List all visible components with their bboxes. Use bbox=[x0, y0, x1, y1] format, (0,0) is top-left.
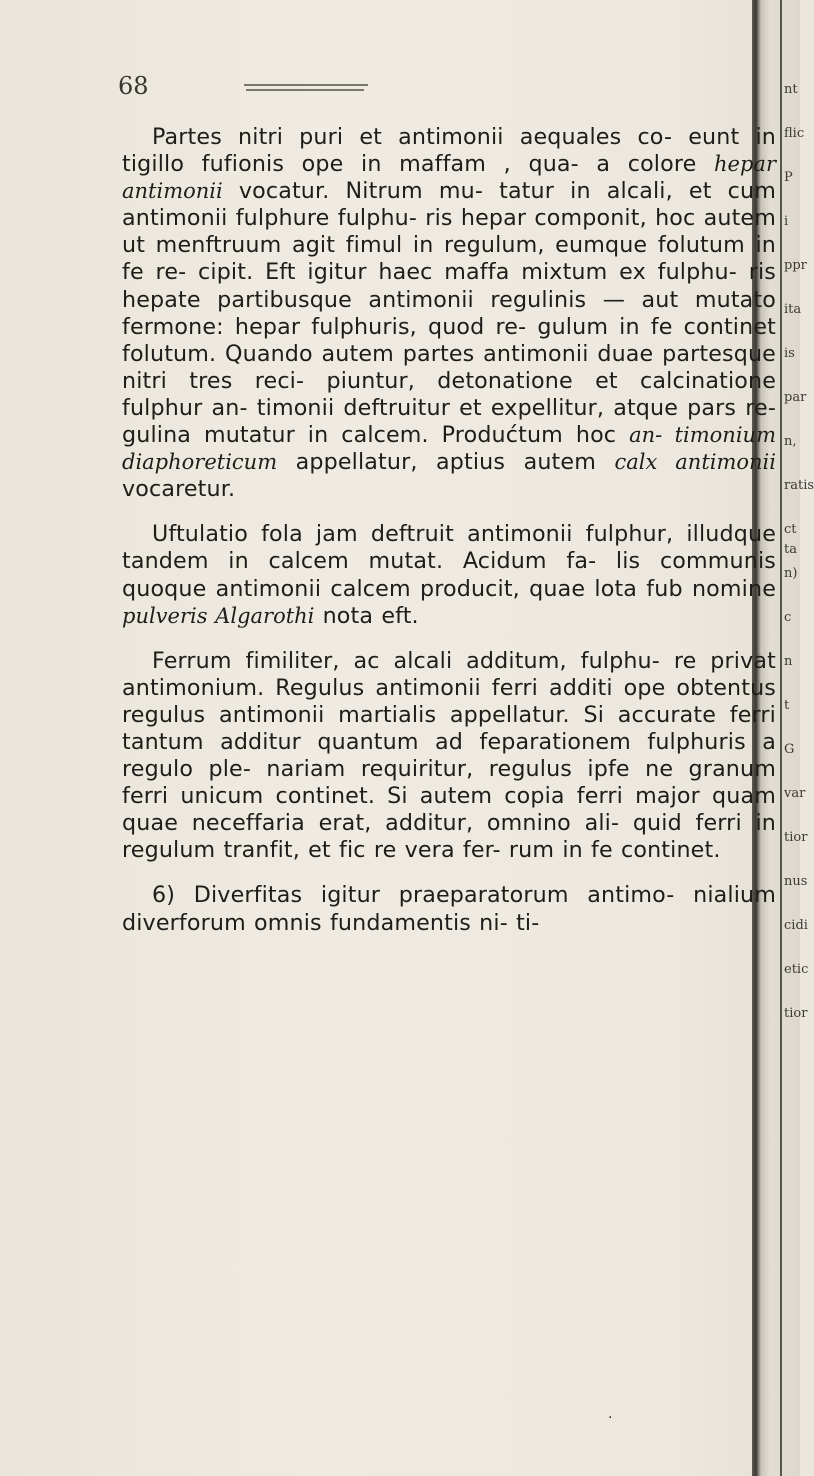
page-edge bbox=[780, 0, 782, 1476]
paragraph-3: Ferrum fimiliter, ac alcali additum, fulphu- re privat antimonium. Regulus antimonii ferri additi ope obtentus regulus antimonii martialis appellatur. Si accurate ferri tantum additur quantum ad feparationem fulphuris a regulo ple- nariam requiritur, regulus ipfe ne granum ferri unicum continet. Si autem copia ferri major quam quae neceffaria erat, additur, omnino ali- quid ferri in regulum tranfit, et fic re vera fer- rum in fe continet. bbox=[122, 647, 776, 864]
body-text bbox=[122, 124, 776, 937]
header-rule-2 bbox=[246, 89, 364, 91]
printer-mark: ⋅ bbox=[608, 1410, 613, 1426]
paragraph-4: 6) Diverfitas igitur praeparatorum antimo- nialium diverforum omnis fundamentis ni- ti- bbox=[122, 882, 776, 936]
paragraph-1: Partes nitri puri et antimonii aequales co- eunt in tigillo fufionis ope in maffam , qua- a colore hepar antimonii vocatur. Nitrum mu- tatur in alcali, et cum antimonii fulphure fulphu- ris hepar componit, hoc autem ut menftruum agit fimul in regulum, eumque folutum in fe re- cipit. Eft igitur haec maffa mixtum ex fulphu- ris hepate partibusque antimonii regulinis — aut mutato fermone: hepar fulphuris, quod re- gulum in fe continet folutum. Quando autem partes antimonii duae partesque nitri tres reci- piuntur, detonatione et calcinatione fulphur an- timonii deftruitur et expellitur, atque pars re- gulina mutatur in calcem. Produćtum hoc an- timonium diaphoreticum appellatur, aptius autem calx antimonii vocaretur. bbox=[122, 124, 776, 503]
paragraph-2: Uftulatio fola jam deftruit antimonii fulphur, illudque tandem in calcem mutat. Acidum fa- lis communis quoque antimonii calcem producit, quae lota fub nomine pulveris Algarothi nota eft. bbox=[122, 521, 776, 629]
page-number: 68 bbox=[118, 72, 149, 100]
facing-page-bleed: nt flic P i ppr ita is par n, ratis ct ta n) c n t G var tior nus cidi etic tior bbox=[784, 82, 814, 1021]
header-rule bbox=[244, 84, 368, 86]
